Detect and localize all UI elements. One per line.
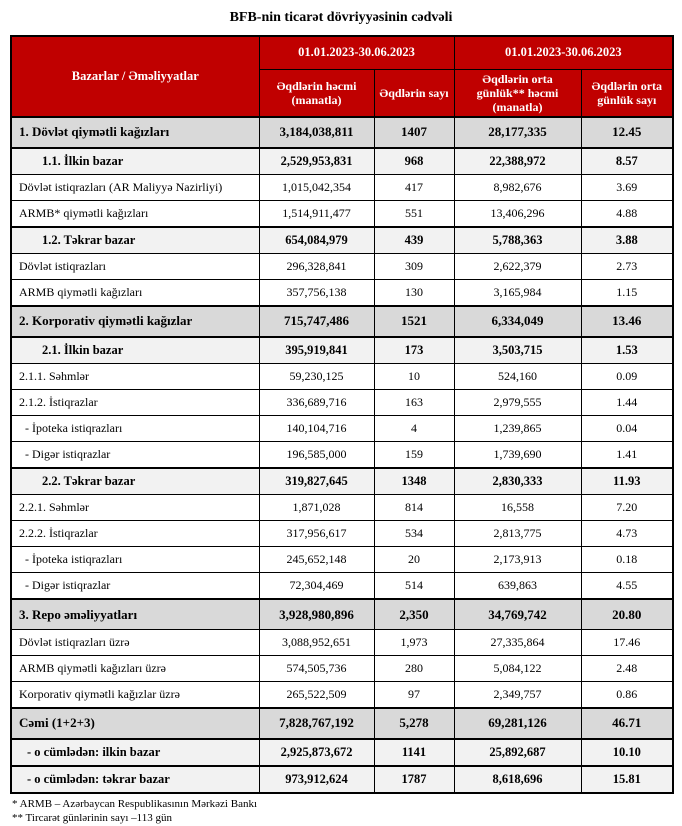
row-label: Dövlət istiqrazları (AR Maliyyə Nazirliyi) [11,175,259,201]
row-value: 46.71 [581,708,673,739]
row-value: 7.20 [581,495,673,521]
row-value: 8,618,696 [454,766,581,793]
row-value: 814 [374,495,454,521]
row-value: 8.57 [581,148,673,175]
row-label: 1.2. Təkrar bazar [11,227,259,254]
row-value: 968 [374,148,454,175]
period-header-row [11,36,673,69]
row-value: 69,281,126 [454,708,581,739]
row-label: 1.1. İlkin bazar [11,148,259,175]
period-header-left: 01.01.2023-30.06.2023 [259,36,454,69]
row-value: 5,278 [374,708,454,739]
row-value: 97 [374,682,454,708]
row-label: ARMB qiymətli kağızları [11,280,259,306]
row-value: 2,830,333 [454,468,581,495]
row-value: 319,827,645 [259,468,374,495]
row-value: 1348 [374,468,454,495]
row-value: 1.41 [581,442,673,468]
row-value: 524,160 [454,364,581,390]
row-value: 4.55 [581,573,673,599]
row-value: 2,349,757 [454,682,581,708]
table-row [11,117,673,148]
row-label: - o cümlədən: təkrar bazar [11,766,259,793]
row-value: 0.18 [581,547,673,573]
row-value: 395,919,841 [259,337,374,364]
row-label: - Digər istiqrazlar [11,442,259,468]
row-value: 8,982,676 [454,175,581,201]
table-row [11,416,673,442]
table-row [11,442,673,468]
table-row [11,364,673,390]
row-value: 7,828,767,192 [259,708,374,739]
row-value: 4.88 [581,201,673,227]
row-value: 357,756,138 [259,280,374,306]
row-label: 2.1.2. İstiqrazlar [11,390,259,416]
row-value: 27,335,864 [454,630,581,656]
row-value: 639,863 [454,573,581,599]
row-value: 2,529,953,831 [259,148,374,175]
table-row [11,201,673,227]
row-value: 1407 [374,117,454,148]
table-row [11,739,673,766]
row-label: 2. Korporativ qiymətli kağızlar [11,306,259,337]
row-value: 3.88 [581,227,673,254]
trade-turnover-table [10,35,674,794]
row-value: 1,871,028 [259,495,374,521]
column-header-markets-operations: Bazarlar / Əməliyyatlar [11,36,259,117]
column-header: Əqdlərin orta günlük sayı [581,69,673,117]
table-row [11,599,673,630]
table-body [11,117,673,793]
table-row [11,337,673,364]
row-value: 336,689,716 [259,390,374,416]
period-header-right: 01.01.2023-30.06.2023 [454,36,673,69]
row-value: 1,973 [374,630,454,656]
row-value: 654,084,979 [259,227,374,254]
row-value: 0.04 [581,416,673,442]
row-value: 309 [374,254,454,280]
row-value: 2,173,913 [454,547,581,573]
row-value: 5,788,363 [454,227,581,254]
table-row [11,547,673,573]
row-label: - Digər istiqrazlar [11,573,259,599]
row-value: 20 [374,547,454,573]
row-label: - o cümlədən: ilkin bazar [11,739,259,766]
row-label: Cəmi (1+2+3) [11,708,259,739]
row-value: 15.81 [581,766,673,793]
row-value: 2,979,555 [454,390,581,416]
row-value: 6,334,049 [454,306,581,337]
footnotes [12,797,682,826]
row-value: 34,769,742 [454,599,581,630]
table-row [11,766,673,793]
row-label: 2.1.1. Səhmlər [11,364,259,390]
column-header: Əqdlərin sayı [374,69,454,117]
row-value: 13.46 [581,306,673,337]
row-value: 22,388,972 [454,148,581,175]
row-label: 2.2. Təkrar bazar [11,468,259,495]
column-header: Əqdlərin orta günlük** həcmi (manatla) [454,69,581,117]
row-label: ARMB* qiymətli kağızları [11,201,259,227]
row-value: 2.73 [581,254,673,280]
row-value: 3,088,952,651 [259,630,374,656]
row-value: 130 [374,280,454,306]
row-value: 514 [374,573,454,599]
row-value: 163 [374,390,454,416]
row-label: 2.1. İlkin bazar [11,337,259,364]
row-label: - İpoteka istiqrazları [11,547,259,573]
row-value: 173 [374,337,454,364]
row-value: 1521 [374,306,454,337]
row-value: 574,505,736 [259,656,374,682]
row-value: 439 [374,227,454,254]
table-row [11,148,673,175]
row-value: 265,522,509 [259,682,374,708]
row-value: 0.86 [581,682,673,708]
row-value: 2,350 [374,599,454,630]
table-row [11,175,673,201]
row-value: 10 [374,364,454,390]
row-label: Korporativ qiymətli kağızlar üzrə [11,682,259,708]
table-row [11,708,673,739]
row-value: 2.48 [581,656,673,682]
table-row [11,227,673,254]
row-value: 25,892,687 [454,739,581,766]
row-value: 72,304,469 [259,573,374,599]
row-value: 59,230,125 [259,364,374,390]
table-row [11,656,673,682]
column-header: Əqdlərin həcmi (manatla) [259,69,374,117]
row-value: 1,514,911,477 [259,201,374,227]
row-value: 3,184,038,811 [259,117,374,148]
table-row [11,495,673,521]
row-value: 2,925,873,672 [259,739,374,766]
row-label: ARMB qiymətli kağızları üzrə [11,656,259,682]
row-value: 296,328,841 [259,254,374,280]
row-value: 28,177,335 [454,117,581,148]
row-value: 417 [374,175,454,201]
table-row [11,390,673,416]
footnote-armb: * ARMB – Azərbaycan Respublikasının Mərkəzi Bankı [12,797,258,810]
row-value: 2,813,775 [454,521,581,547]
row-value: 3.69 [581,175,673,201]
row-value: 3,165,984 [454,280,581,306]
table-row [11,280,673,306]
row-value: 4.73 [581,521,673,547]
table-header [11,36,673,117]
row-value: 1787 [374,766,454,793]
row-value: 13,406,296 [454,201,581,227]
row-value: 20.80 [581,599,673,630]
table-row [11,306,673,337]
table-row [11,468,673,495]
row-value: 159 [374,442,454,468]
table-row [11,254,673,280]
row-value: 1,739,690 [454,442,581,468]
row-label: - İpoteka istiqrazları [11,416,259,442]
row-label: 3. Repo əməliyyatları [11,599,259,630]
row-value: 1,015,042,354 [259,175,374,201]
row-value: 715,747,486 [259,306,374,337]
row-label: Dövlət istiqrazları üzrə [11,630,259,656]
row-value: 4 [374,416,454,442]
row-value: 3,503,715 [454,337,581,364]
row-label: 2.2.2. İstiqrazlar [11,521,259,547]
row-value: 17.46 [581,630,673,656]
table-row [11,573,673,599]
row-value: 10.10 [581,739,673,766]
table-row [11,630,673,656]
row-value: 2,622,379 [454,254,581,280]
row-value: 5,084,122 [454,656,581,682]
row-value: 140,104,716 [259,416,374,442]
row-value: 1.53 [581,337,673,364]
row-value: 973,912,624 [259,766,374,793]
row-value: 3,928,980,896 [259,599,374,630]
row-value: 245,652,148 [259,547,374,573]
row-value: 12.45 [581,117,673,148]
footnote-trading-days: ** Tircarət günlərinin sayı –113 gün [12,812,172,825]
row-value: 16,558 [454,495,581,521]
row-value: 317,956,617 [259,521,374,547]
page-title: BFB-nin ticarət dövriyyəsinin cədvəli [229,10,453,25]
row-value: 0.09 [581,364,673,390]
table-row [11,521,673,547]
row-label: Dövlət istiqrazları [11,254,259,280]
row-value: 11.93 [581,468,673,495]
row-value: 551 [374,201,454,227]
row-label: 2.2.1. Səhmlər [11,495,259,521]
row-label: 1. Dövlət qiymətli kağızları [11,117,259,148]
row-value: 1.15 [581,280,673,306]
row-value: 1141 [374,739,454,766]
row-value: 196,585,000 [259,442,374,468]
table-row [11,682,673,708]
row-value: 1,239,865 [454,416,581,442]
row-value: 1.44 [581,390,673,416]
row-value: 534 [374,521,454,547]
row-value: 280 [374,656,454,682]
